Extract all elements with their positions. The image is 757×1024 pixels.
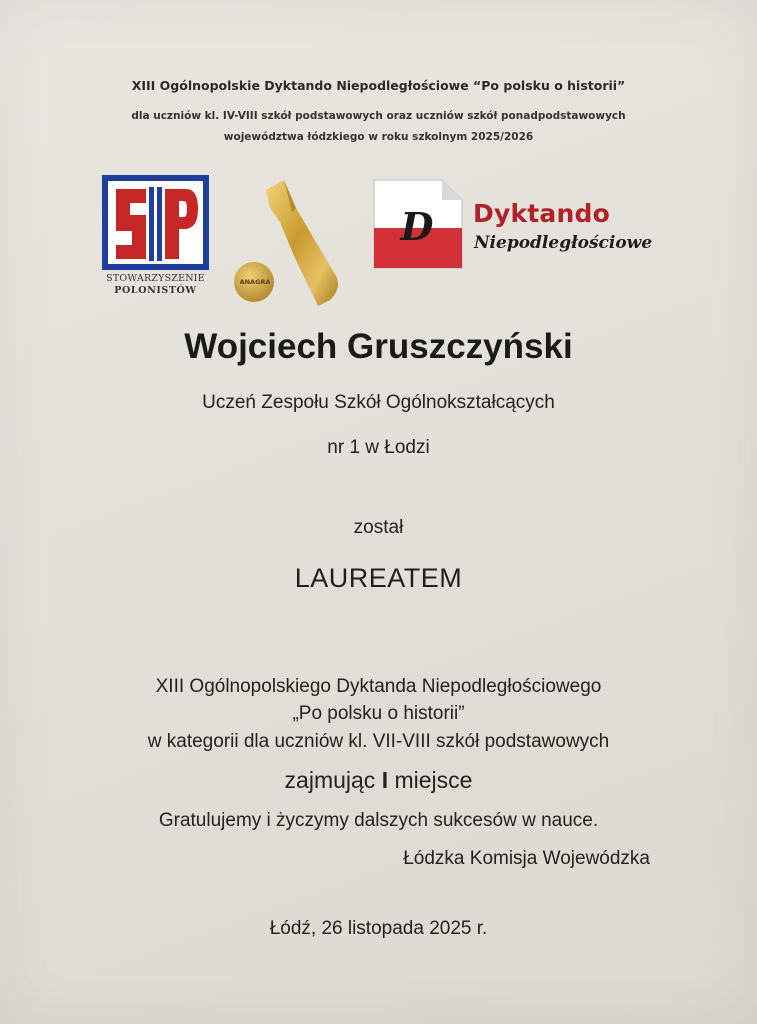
header-region: województwa łódzkiego w roku szkolnym 2025/2026	[223, 131, 534, 143]
dyktando-title: Dyktando	[473, 199, 610, 228]
award-place-value: I	[381, 767, 389, 793]
award-competition-motto: „Po polsku o historii”	[292, 703, 465, 724]
dyktando-subtitle: Niepodległościowe	[474, 233, 653, 253]
sp-letters-icon	[108, 181, 203, 264]
stowarzyszenie-polonistow-logo	[102, 175, 209, 297]
recipient-school-line1: Uczeń Zespołu Szkół Ogólnokształcących	[202, 392, 555, 413]
committee-signature: Łódzka Komisja Wojewódzka	[403, 848, 650, 869]
congratulations-text: Gratulujemy i życzymy dalszych sukcesów w nauce.	[158, 810, 599, 831]
award-place-suffix: miejsce	[388, 767, 473, 793]
sp-logo-frame	[102, 175, 209, 270]
recipient-school-line2: nr 1 w Łodzi	[327, 437, 430, 458]
header-subtitle: dla uczniów kl. IV-VIII szkół podstawowych oraz uczniów szkół ponadpodstawowych	[131, 110, 626, 122]
sp-logo-line2: POLONISTÓW	[114, 285, 197, 296]
award-title: LAUREATEM	[294, 563, 463, 593]
award-place-prefix: zajmując	[284, 767, 382, 793]
anagra-label: ANAGRA	[239, 278, 271, 286]
award-category: w kategorii dla uczniów kl. VII-VIII szkół podstawowych	[147, 731, 610, 752]
dyktando-logo	[372, 178, 464, 270]
recipient-name: Wojciech Gruszczyński	[184, 327, 573, 366]
sp-logo-line1: STOWARZYSZENIE	[106, 273, 205, 284]
header-title: XIII Ogólnopolskie Dyktando Niepodległościowe “Po polsku o historii”	[131, 78, 626, 93]
award-place	[0, 767, 757, 794]
issue-date: Łódź, 26 listopada 2025 r.	[269, 918, 488, 939]
dyktando-letter: D	[400, 204, 434, 249]
award-intro: został	[353, 517, 404, 538]
award-competition: XIII Ogólnopolskiego Dyktanda Niepodległościowego	[155, 676, 602, 697]
anagra-logo	[232, 178, 344, 308]
